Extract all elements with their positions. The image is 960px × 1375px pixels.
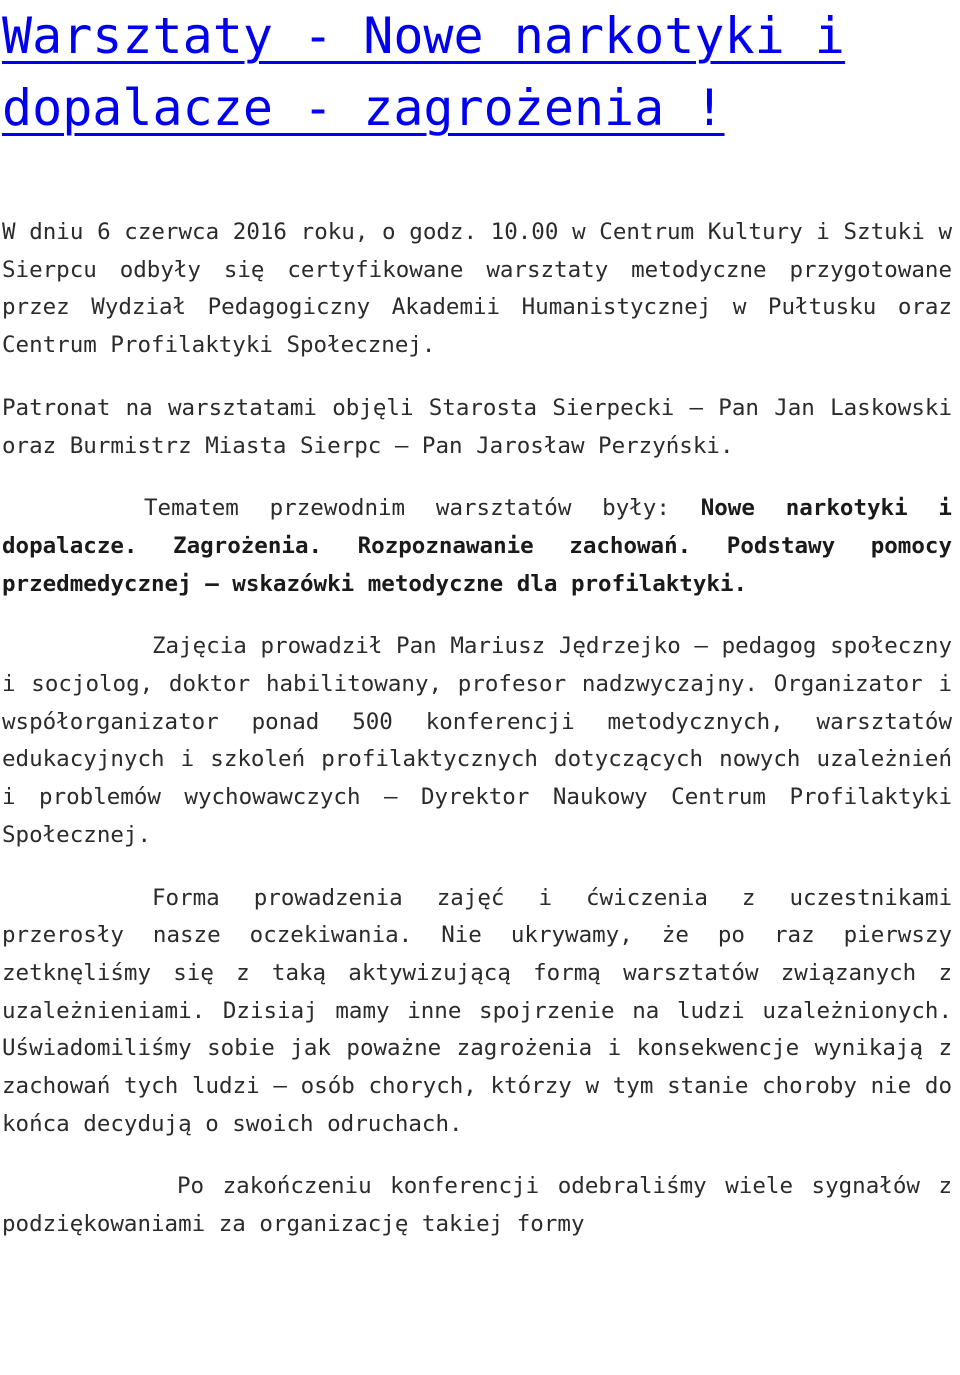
paragraph-form: Forma prowadzenia zajęć i ćwiczenia z uczestnikami przerosły nasze oczekiwania. Nie ukrywamy, że po raz pierwszy zetknęliśmy się z taką aktywizującą formą warsztatów związanych z uzależnieniami. Dzisiaj mamy inne spojrzenie na ludzi uzależnionych. Uświadomiliśmy sobie jak poważne zagrożenia i konsekwencje wynikają z zachowań tych ludzi – osób chorych, którzy w tym stanie choroby nie do końca decydują o swoich odruchach.: [2, 884, 952, 1137]
topic-bold: Nowe narkotyki i dopalacze. Zagrożenia. Rozpoznawanie zachowań. Podstawy pomocy przedmedycznej – wskazówki metodyczne dla profilaktyki.: [2, 495, 952, 597]
paragraph-topic: [2, 490, 952, 603]
article-title[interactable]: [2, 0, 952, 144]
paragraph-patronage: Patronat na warsztatami objęli Starosta Sierpecki – Pan Jan Laskowski oraz Burmistrz Miasta Sierpc – Pan Jarosław Perzyński.: [2, 394, 952, 459]
article-title-link[interactable]: Warsztaty - Nowe narkotyki i dopalacze - zagrożenia !: [2, 7, 845, 137]
paragraph-instructor: Zajęcia prowadził Pan Mariusz Jędrzejko – pedagog społeczny i socjolog, doktor habilitowany, profesor nadzwyczajny. Organizator i współorganizator ponad 500 konferencji metodycznych, warsztatów edukacyjnych i szkoleń profilaktycznych dotyczących nowych uzależnień i problemów wychowawczych – Dyrektor Naukowy Centrum Profilaktyki Społecznej.: [2, 633, 952, 848]
paragraph-closing: Po zakończeniu konferencji odebraliśmy wiele sygnałów z podziękowaniami za organizację takiej formy: [2, 1173, 952, 1238]
paragraph-event-info: W dniu 6 czerwca 2016 roku, o godz. 10.00 w Centrum Kultury i Sztuki w Sierpcu odbyły się certyfikowane warsztaty metodyczne przygotowane przez Wydział Pedagogiczny Akademii Humanistycznej w Pułtusku oraz Centrum Profilaktyki Społecznej.: [2, 219, 952, 359]
topic-intro: Tematem przewodnim warsztatów były:: [144, 495, 701, 522]
